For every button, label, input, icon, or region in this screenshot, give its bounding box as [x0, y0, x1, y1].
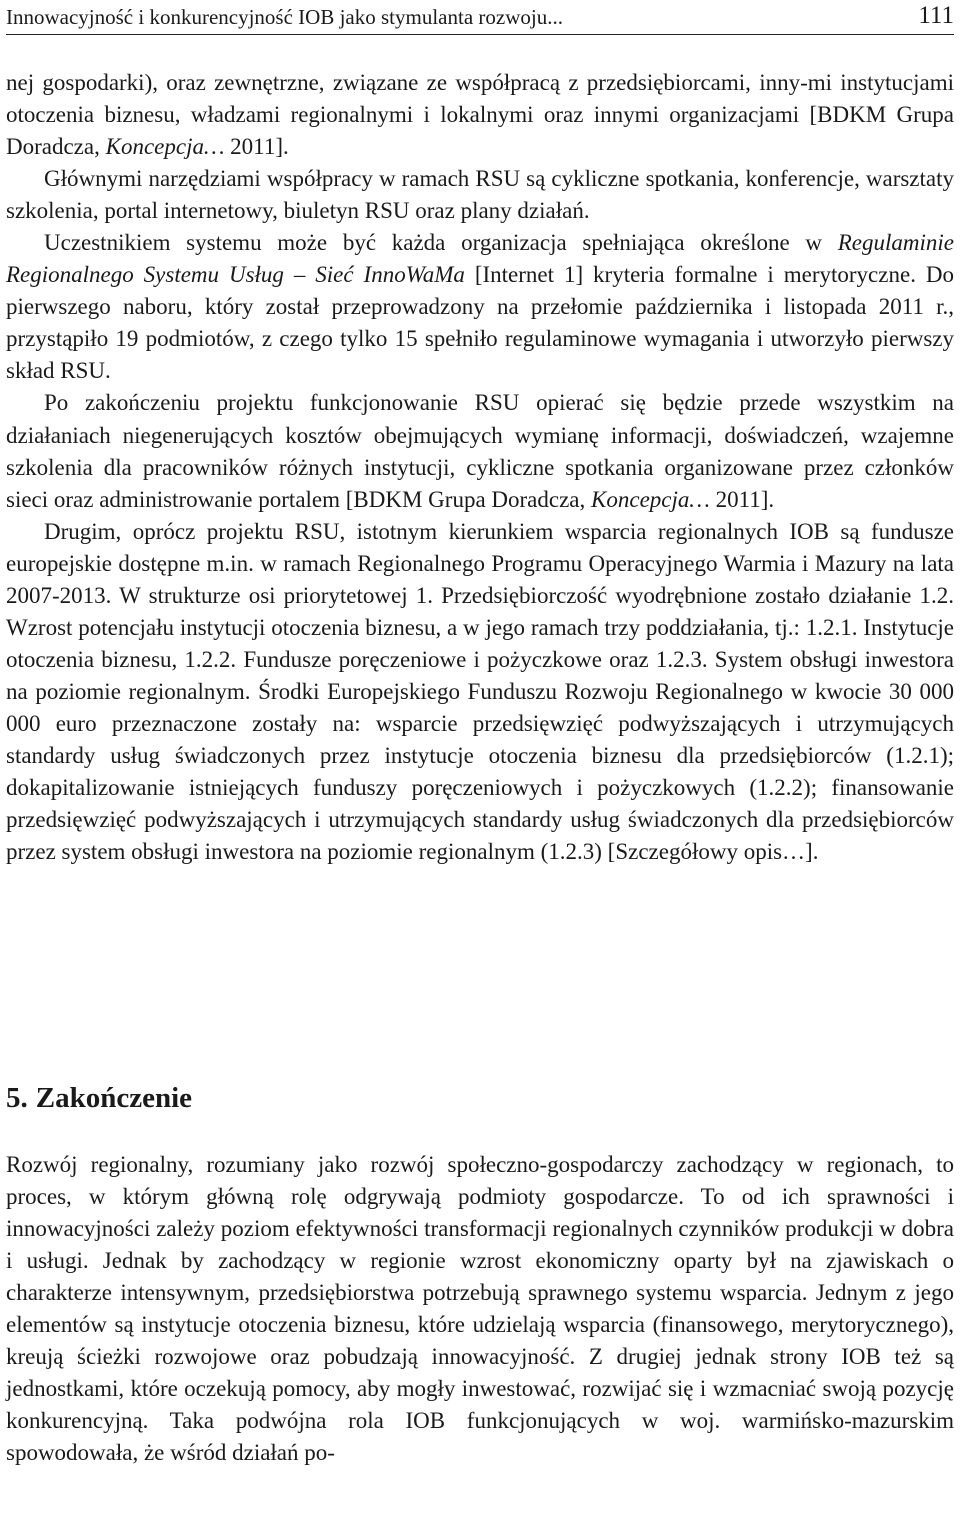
- italic-citation: Koncepcja…: [591, 486, 710, 512]
- paragraph: [6, 516, 954, 869]
- running-header: [6, 0, 954, 35]
- text-run: Drugim, oprócz projektu RSU, istotnym kierunkiem wsparcia regionalnych IOB są fundusze europejskie dostępne m.in. w ramach Regionalnego Programu Operacyjnego Warmia i Mazury na lata 2007-2013. W strukturze osi priorytetowej 1. Przedsiębiorczość wyodrębnione zostało działanie 1.2. Wzrost potencjału instytucji otoczenia biznesu, a w jego ramach trzy poddziałania, tj.: 1.2.1. Instytucje otoczenia biznesu, 1.2.2. Fundusze poręczeniowe i pożyczkowe oraz 1.2.3. System obsługi inwestora na poziomie regionalnym. Środki Europejskiego Funduszu Rozwoju Regionalnego w kwocie 30 000 000 euro przeznaczone zostały na: wsparcie przedsięwzięć podwyższających i utrzymujących standardy usług świadczonych przez instytucje otoczenia biznesu dla przedsiębiorców (1.2.1); dokapitalizowanie istniejących funduszy poręczeniowych i pożyczkowych (1.2.2); finansowanie przedsięwzięć podwyższających i utrzymujących standardy usług świadczonych dla przedsiębiorców przez system obsługi inwestora na poziomie regionalnym (1.2.3) [Szczegółowy opis…].: [6, 518, 954, 865]
- section-heading: [6, 1080, 192, 1116]
- text-run: 2011].: [709, 486, 775, 512]
- text-run: nej gospodarki), oraz zewnętrzne, związane ze współpracą z przedsiębiorcami, inny-mi instytucjami otoczenia biznesu, władzami regionalnymi i lokalnymi oraz innymi organizacjami [BDKM Grupa Doradcza,: [6, 70, 954, 160]
- page-number: 111: [918, 2, 954, 29]
- section-number: 5.: [6, 1082, 28, 1114]
- paragraph: [6, 387, 954, 515]
- paragraph: [6, 1149, 954, 1469]
- running-header-title: Innowacyjność i konkurencyjność IOB jako stymulanta rozwoju...: [6, 5, 563, 29]
- section-body-text: [6, 1149, 954, 1469]
- paragraph: [6, 163, 954, 227]
- section-title: Zakończenie: [35, 1082, 193, 1114]
- italic-citation: Koncepcja…: [105, 134, 225, 160]
- text-run: [Internet 1] kryteria formalne i merytoryczne. Do pierwszego naboru, który został przeprowadzony na przełomie października i listopada 2011 r., przystąpiło 19 podmiotów, z czego tylko 15 spełniło regulaminowe wymagania i utworzyło pierwszy skład RSU.: [6, 262, 954, 384]
- text-run: 2011].: [224, 134, 289, 160]
- text-run: Po zakończeniu projektu funkcjonowanie RSU opierać się będzie przede wszystkim na działaniach niegenerujących kosztów obejmujących wymianę informacji, doświadczeń, wzajemne szkolenia dla pracowników różnych instytucji, cykliczne spotkania organizowane przez członków sieci oraz administrowanie portalem [BDKM Grupa Doradcza,: [6, 390, 954, 512]
- text-run: Rozwój regionalny, rozumiany jako rozwój społeczno-gospodarczy zachodzący w regionach, to proces, w którym główną rolę odgrywają podmioty gospodarcze. To od ich sprawności i innowacyjności zależy poziom efektywności transformacji regionalnych czynników produkcji w dobra i usługi. Jednak by zachodzący w regionie wzrost ekonomiczny oparty był na zjawiskach o charakterze intensywnym, przedsiębiorstwa potrzebują sprawnego systemu wsparcia. Jednym z jego elementów są instytucje otoczenia biznesu, które udzielają wsparcia (finansowego, merytorycznego), kreują ścieżki rozwojowe oraz pobudzają innowacyjność. Z drugiej jednak strony IOB też są jednostkami, które oczekują pomocy, aby mogły inwestować, rozwijać się i wzmacniać swoją pozycję konkurencyjną. Taka podwójna rola IOB funkcjonujących w woj. warmińsko-mazurskim spowodowała, że wśród działań po-: [6, 1152, 954, 1466]
- text-run: Uczestnikiem systemu może być każda organizacja spełniająca określone w: [44, 230, 838, 256]
- paragraph: [6, 227, 954, 387]
- body-text: [6, 67, 954, 868]
- italic-document-title: Regulaminie Regionalnego Systemu Usług – Sieć InnoWaMa: [6, 230, 954, 288]
- text-run: Głównymi narzędziami współpracy w ramach RSU są cykliczne spotkania, konferencje, warsztaty szkolenia, portal internetowy, biuletyn RSU oraz plany działań.: [6, 166, 954, 224]
- paragraph: [6, 67, 954, 163]
